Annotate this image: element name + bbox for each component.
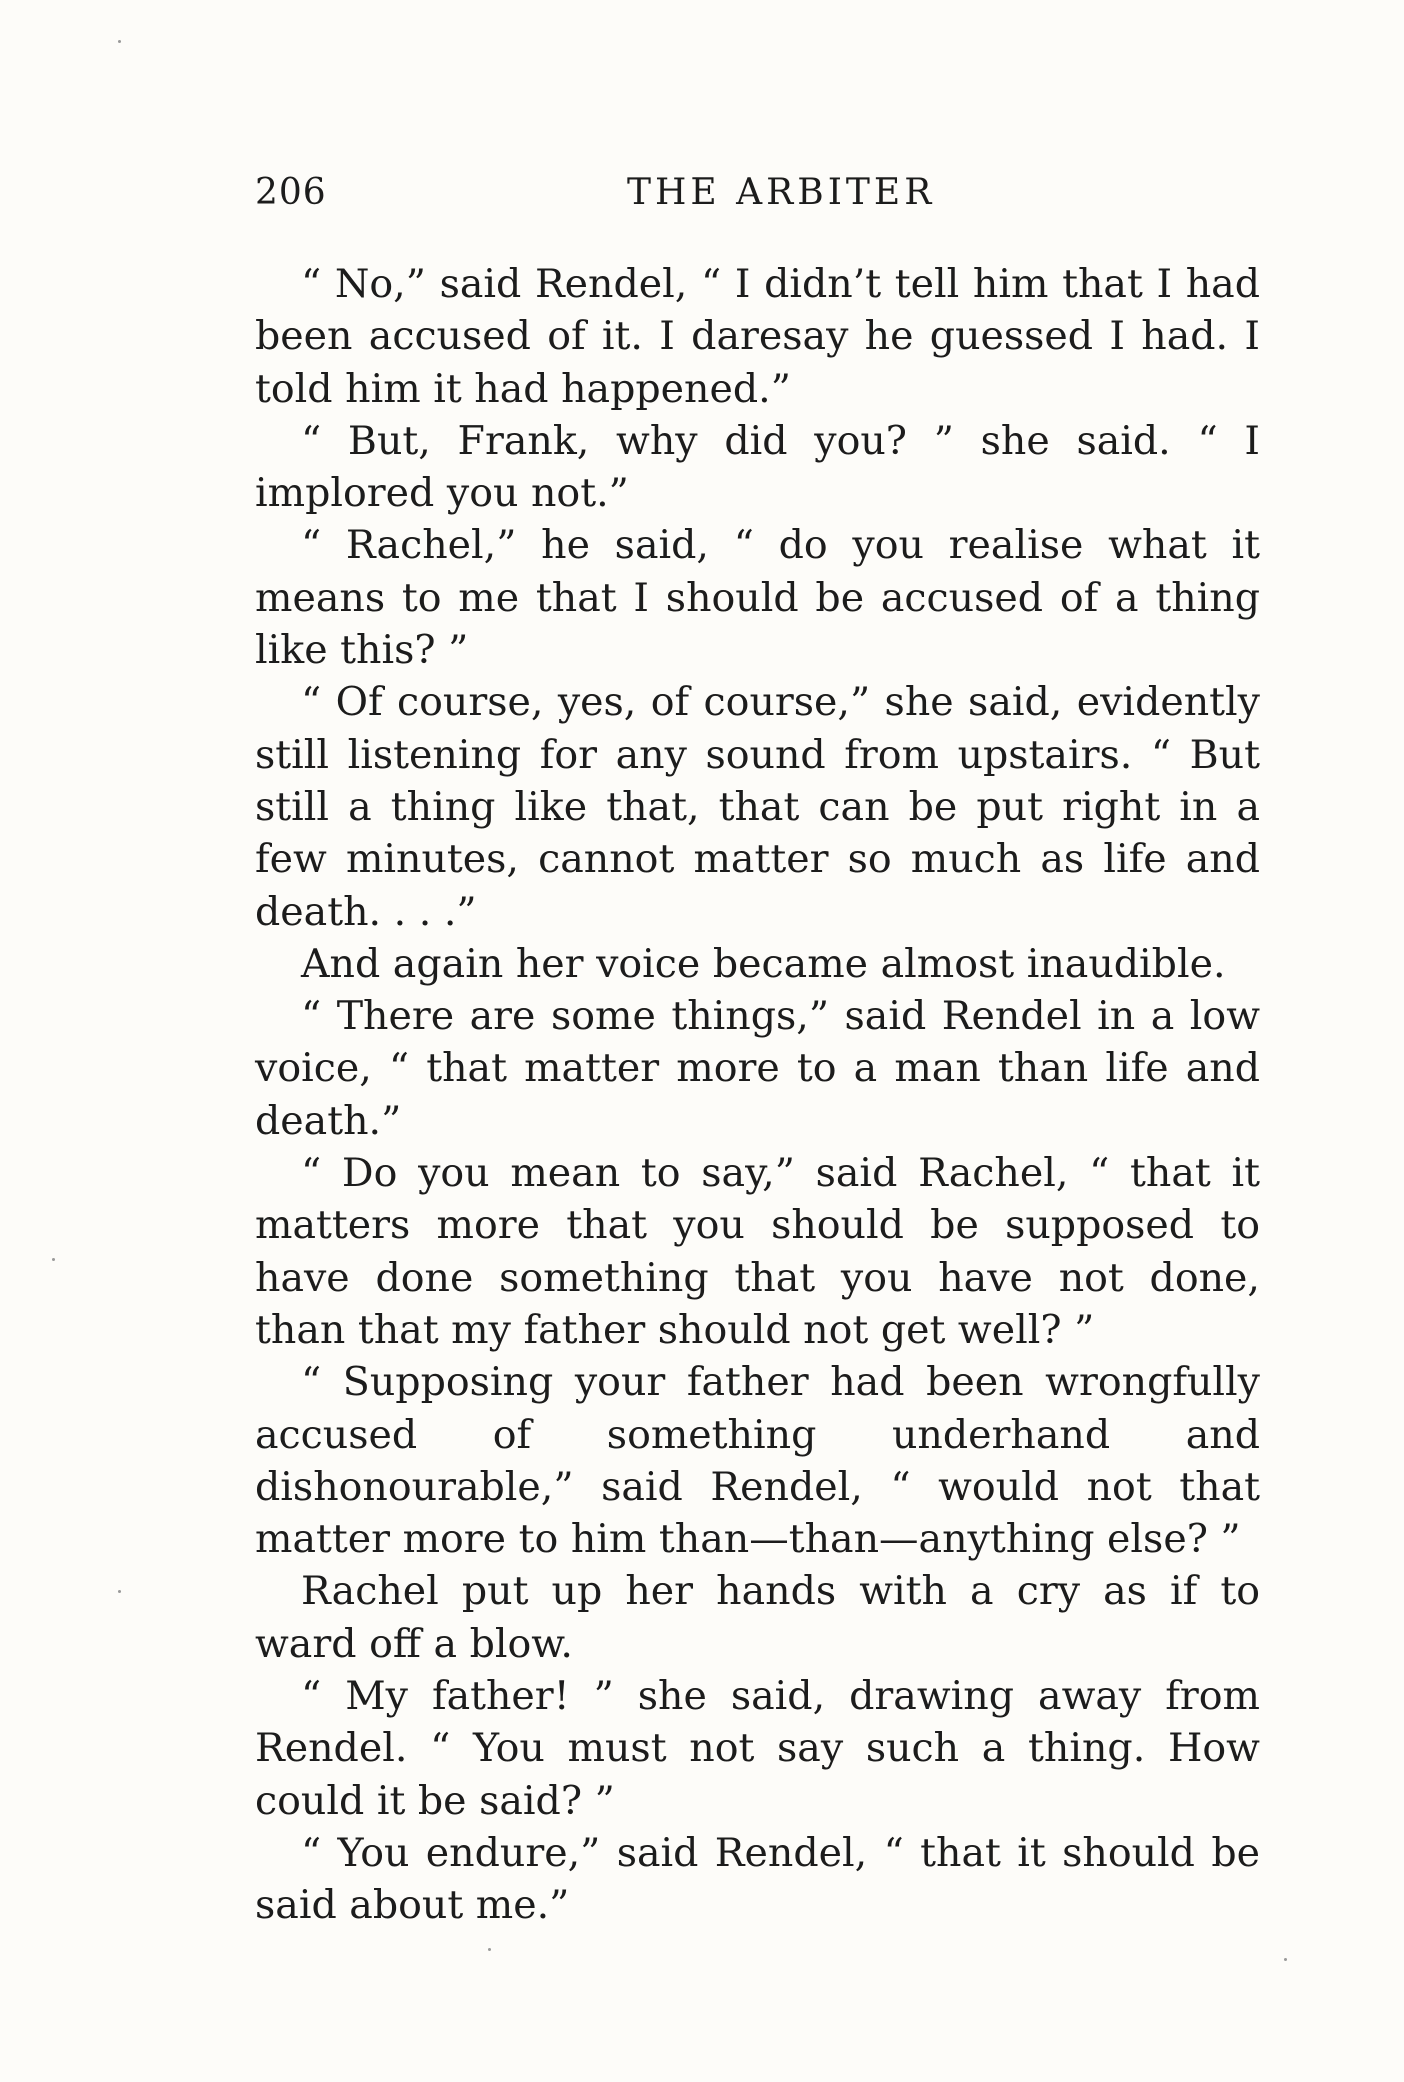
paragraph: “ But, Frank, why did you? ” she said. “ I implored you not.” [255,417,1260,517]
paragraph: “ Rachel,” he said, “ do you realise what it means to me that I should be accused of a thing like this? ” [255,522,1260,674]
paragraph: “ No,” said Rendel, “ I didn’t tell him that I had been accused of it. I daresay he guessed I had. I told him it had happened.” [255,261,1260,412]
paper-speck [52,1258,55,1261]
paper-speck [1284,1958,1287,1961]
page-number: 206 [255,172,327,213]
running-head [255,172,1260,222]
paragraph: “ Do you mean to say,” said Rachel, “ that it matters more that you should be supposed to have done something that you have not done, than that my father should not get well? ” [255,1150,1260,1353]
paragraph: “ Of course, yes, of course,” she said, evidently still listening for any sound from upstairs. “ But still a thing like that, that can be put right in a few minutes, cannot matter so much as life and death. . . .” [255,679,1260,935]
paper-speck [118,1590,121,1593]
running-title: THE ARBITER [627,172,936,213]
paragraph: Rachel put up her hands with a cry as if to ward off a blow. [255,1568,1260,1667]
paper-speck [488,1948,491,1951]
body-text [255,258,1260,1932]
paragraph: “ There are some things,” said Rendel in a low voice, “ that matter more to a man than life and death.” [255,993,1260,1144]
paragraph: “ Supposing your father had been wrongfully accused of something underhand and dishonourable,” said Rendel, “ would not that matter more to him than—than—anything else? ” [255,1359,1260,1563]
paragraph: And again her voice became almost inaudible. [301,940,1226,987]
paragraph: “ You endure,” said Rendel, “ that it should be said about me.” [255,1829,1260,1929]
paper-speck [118,40,121,43]
paragraph: “ My father! ” she said, drawing away from Rendel. “ You must not say such a thing. How could it be said? ” [255,1673,1260,1824]
